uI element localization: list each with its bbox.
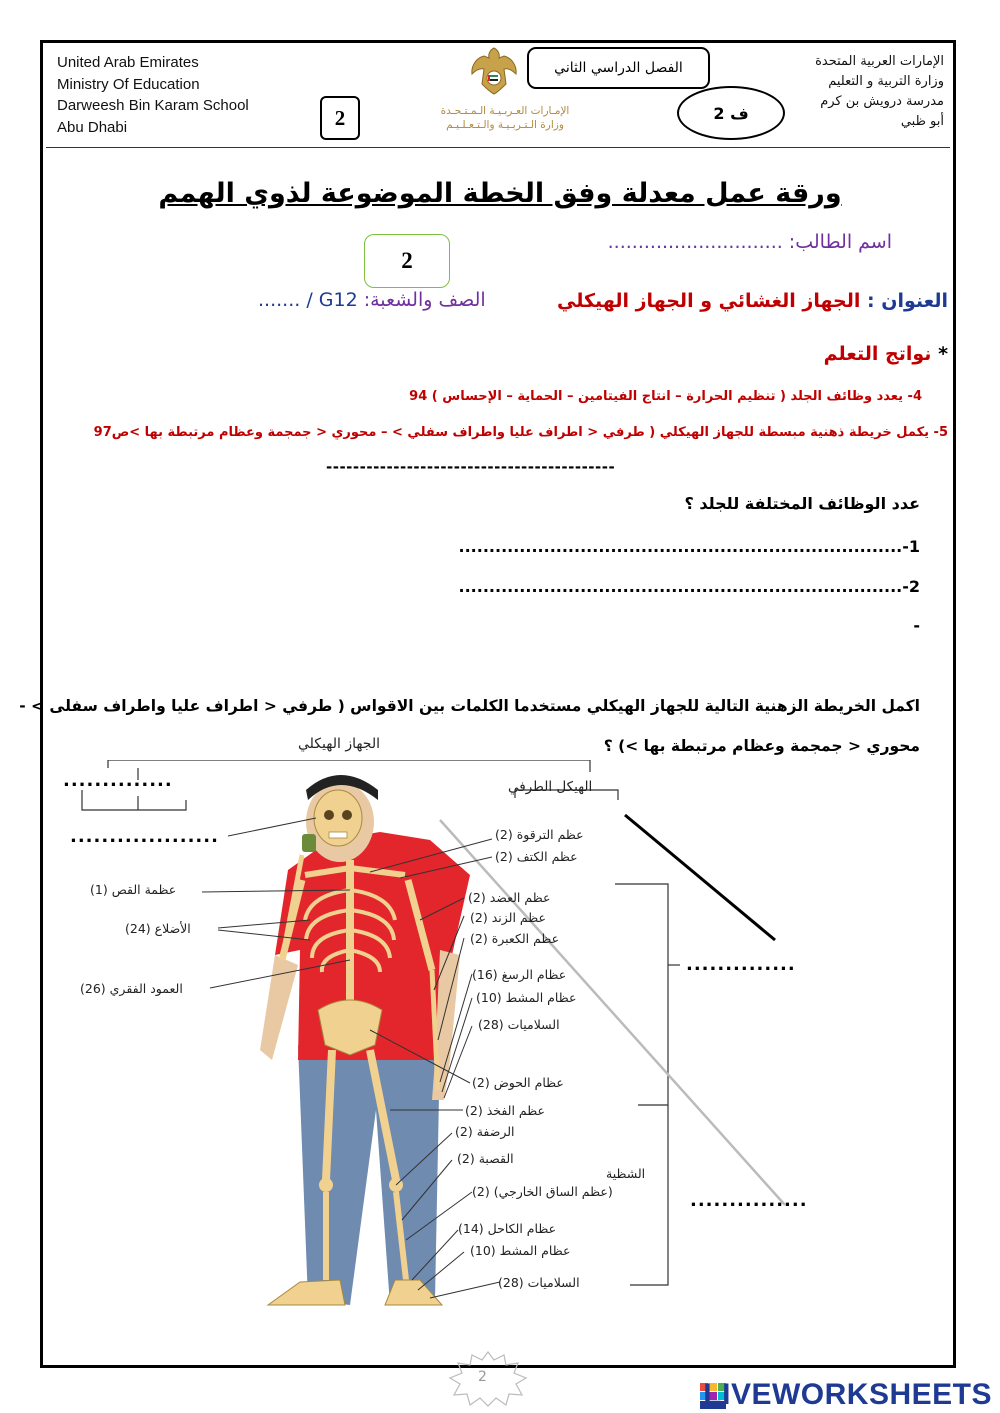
page-stamp-icon	[446, 1350, 530, 1408]
faint-slash-line	[440, 820, 785, 1205]
answer-line-3[interactable]: -	[913, 616, 920, 635]
unit-label: العنوان :	[867, 290, 948, 312]
header-divider	[46, 147, 950, 148]
grade-section	[258, 289, 486, 311]
label-femur: عظم الفخذ (2)	[465, 1103, 545, 1118]
ministry-logo-line1: الإمـارات العـربـيـة الـمـتـحـدة	[440, 105, 570, 117]
uae-emblem-icon	[466, 44, 522, 100]
right-arm	[260, 955, 298, 1060]
liveworksheets-brand: LIVEWORKSHEETS	[703, 1378, 992, 1411]
page-title: ورقة عمل معدلة وفق الخطة الموضوعة لذوي الهمم	[158, 178, 842, 209]
slash-line	[625, 815, 775, 940]
label-tarsals: عظام الكاحل (14)	[458, 1221, 557, 1236]
header-ministry-en: Ministry Of Education	[57, 75, 200, 93]
semester-box: الفصل الدراسي الثاني	[527, 47, 710, 89]
label-phalanges-hand: السلاميات (28)	[478, 1017, 560, 1032]
blank-axial[interactable]: ..............	[63, 770, 173, 791]
header-city-en: Abu Dhabi	[57, 118, 128, 136]
blank-lower-limbs[interactable]: ...............	[690, 1190, 808, 1211]
header-english	[57, 52, 249, 138]
label-sternum: عظمة القص (1)	[90, 882, 177, 897]
label-ribs: الأضلاع (24)	[125, 921, 191, 936]
outcomes-heading	[824, 343, 948, 365]
foot-shape	[268, 1280, 345, 1305]
answer-line-2[interactable]: 2-.........................................................................	[458, 577, 920, 596]
label-patella: الرضفة (2)	[455, 1124, 515, 1139]
label-ulna: عظم الزند (2)	[470, 910, 546, 925]
unit-value: الجهاز الغشائي و الجهاز الهيكلي	[557, 290, 861, 312]
label-phalanges-foot: السلاميات (28)	[498, 1275, 580, 1290]
label-carpals: عظام الرسغ (16)	[472, 967, 567, 982]
question-mind-map-line1: اكمل الخريطة الزهنية التالية للجهاز الهيكلي مستخدما الكلمات بين الاقواس ( طرفي < اطراف عليا واطراف سفلى > -	[19, 697, 920, 715]
label-clavicle: عظم الترقوة (2)	[495, 827, 584, 842]
question-mind-map-line2: محوري < جمجمة وعظام مرتبطة بها >) ؟	[603, 737, 920, 755]
header-school-ar: مدرسة درويش بن كرم	[820, 94, 944, 109]
jeans-shape	[298, 1045, 440, 1305]
header-ministry-ar: وزارة التربية و التعليم	[828, 74, 944, 89]
cup-shape	[302, 834, 316, 852]
header-school-en: Darweesh Bin Karam School	[57, 97, 249, 114]
grade-section-label: الصف والشعبة:	[363, 289, 486, 311]
label-fibula-desc: (عظم الساق الخارجي) (2)	[472, 1184, 613, 1199]
diagram-root-label: الجهاز الهيكلي	[298, 736, 380, 752]
label-scapula: عظم الكتف (2)	[495, 849, 578, 864]
page-number-box: 2	[320, 96, 360, 140]
student-name-field[interactable]: اسم الطالب: .............................	[607, 231, 892, 253]
header-city-ar: أبو ظبي	[900, 114, 944, 129]
label-fibula: الشظية	[606, 1166, 646, 1181]
question-skin-functions: عدد الوظائف المختلفة للجلد ؟	[684, 494, 920, 513]
outcome-item: 4- يعدد وظائف الجلد ( تنظيم الحرارة – انتاج الفيتامين – الحماية – الإحساس ) 94	[409, 389, 922, 404]
header-arabic	[815, 52, 944, 132]
unit-title	[557, 290, 948, 312]
blank-axial-skull[interactable]: ...................	[70, 826, 219, 847]
class-oval: ف 2	[677, 86, 785, 140]
ministry-logo-text	[420, 104, 590, 132]
label-pelvis: عظام الحوض (2)	[472, 1075, 564, 1090]
outcomes-heading-text: نواتج التعلم	[823, 343, 932, 365]
label-radius: عظم الكعبرة (2)	[470, 931, 560, 946]
header-country-ar: الإمارات العربية المتحدة	[815, 54, 944, 69]
label-tibia: القصبة (2)	[457, 1151, 514, 1166]
skeleton-diagram	[40, 760, 940, 1360]
page-stamp-number: 2	[478, 1369, 487, 1385]
outcome-item: 5- يكمل خريطة ذهنية مبسطة للجهاز الهيكلي ( طرفي < اطراف عليا واطراف سفلي > – محوري < جمجمة وعظام مرتبطة بها >ص97	[93, 425, 948, 440]
blank-upper-limbs[interactable]: ..............	[686, 954, 796, 975]
separator-line: -------------------------------------------	[326, 458, 616, 476]
answer-line-1[interactable]: 1-.........................................................................	[458, 537, 920, 556]
label-metacarpals: عظام المشط (10)	[476, 990, 577, 1005]
outcomes-star: *	[938, 343, 948, 365]
diagram-appendicular-label: الهيكل الطرفي	[508, 779, 593, 795]
grade-section-value[interactable]: G12 / .......	[258, 289, 358, 311]
ministry-logo-line2: وزارة الـتـربـيـة والـتـعـلـيـم	[446, 119, 564, 131]
label-humerus: عظم العضد (2)	[468, 890, 551, 905]
header-country-en: United Arab Emirates	[57, 54, 199, 71]
label-metatarsals: عظام المشط (10)	[470, 1243, 571, 1258]
label-vertebral-column: العمود الفقري (26)	[80, 981, 183, 996]
grade-badge: 2	[364, 234, 450, 288]
